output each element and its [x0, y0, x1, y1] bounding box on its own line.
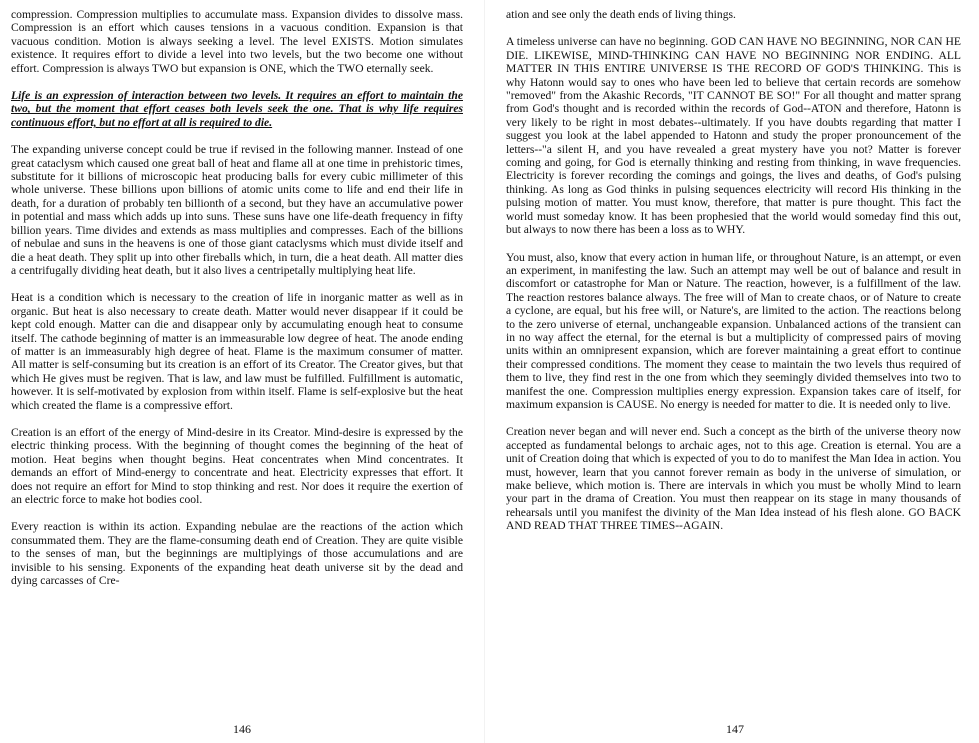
book-gutter	[484, 0, 485, 743]
left-paragraph-4: Heat is a condition which is necessary to the creation of life in inorganic matter as well as in organic. But heat is also necessary to create death. Matter would never disappear if it could be kept cold enough. Matter can die and disappear only by accumulating enough heat to consume itself. The cathode beginning of matter is an immeasurable low degree of heat. The anode ending of matter is an immeasurably high degree of heat. Flame is the maximum consumer of matter. All matter is self-consuming but its creation is an effort of its Creator. The Creator gives, but that which He gives must be regiven. That is law, and law must be fulfilled. Fulfillment is automatic, however. It is self-motivated by explosion from within itself. Flame is self-explosive but the heat which created the flame is a compressive effort.	[11, 291, 463, 412]
left-paragraph-1: compression. Compression multiplies to accumulate mass. Expansion divides to dissolve mass. Compression is an effort which causes tensions in a vacuous condition. Expansion is that vacuous condition. Motion is always seeking a level. The level EXISTS. Motion simulates existence. It requires effort to divide a level into two levels, but the two become one without effort. Compression is always TWO but expansion is ONE, which the TWO eternally seek.	[11, 8, 463, 75]
right-paragraph-1: ation and see only the death ends of living things.	[506, 8, 736, 21]
left-page	[11, 8, 463, 713]
left-paragraph-3: The expanding universe concept could be true if revised in the following manner. Instead of one great cataclysm which caused one great ball of heat and flame all at one time in prehistoric times, substitute for it billions of microscopic heat producing balls for every cubic millimeter of this whole universe. These billions upon billions of atomic units come to life and end their life in death, for a duration of probably ten billionth of a second, but they have an accumulative power in potential and mass which adds up into suns. These suns have one life-death frequency in fifty billion years. Time divides and extends as mass multiplies and compresses. Each of the billions of nebulae and suns in the heavens is one of those giant cataclysms which must divide itself and die a heat death. They split up into other fireballs which, in turn, die a heat death. All matter dies a centrifugally dividing heat death, but it also lives a centripetally multiplying heat life.	[11, 143, 463, 277]
right-paragraph-4: Creation never began and will never end. Such a concept as the birth of the universe theory now accepted as fundamental belongs to archaic ages, not to this age. Creation is eternal. You are a unit of Creation doing that which is expected of you to do to manifest the Man Idea in action. You must, however, learn that you cannot forever remain as body in the universe of simulation, or make believe, which motion is. There are intervals in which you must be wholly Mind to learn your part in the drama of Creation. You must then reappear on its stage in many thousands of rehearsals until you manifest the divinity of the Man Idea instead of his flesh alone. GO BACK AND READ THAT THREE TIMES--AGAIN.	[506, 425, 961, 533]
left-paragraph-6: Every reaction is within its action. Expanding nebulae are the reactions of the action which consummated them. They are the flame-consuming death end of Creation. They are quite visible to the senses of man, but the beginnings are multiplyings of those accumulations and are invisible to his sensing. Exponents of the expanding heat death universe sit by the dead and dying carcasses of Cre-	[11, 520, 463, 588]
right-page-number: 147	[726, 722, 744, 736]
left-page-text	[11, 8, 463, 713]
left-page-number: 146	[233, 722, 251, 736]
left-paragraph-5: Creation is an effort of the energy of Mind-desire in its Creator. Mind-desire is expressed by the electric thinking process. With the beginning of thought comes the beginning of the heat of motion. Heat begins when thought begins. Heat concentrates when Mind concentrates. It demands an effort of Mind-energy to concentrate and heat. Electricity expresses that effort. It does not require an effort for Mind to stop thinking and rest. Nor does it require the exertion of an electric force to make hot bodies cool.	[11, 425, 463, 506]
left-paragraph-2: Life is an expression of interaction between two levels. It requires an effort to maintain the two, but the moment that effort ceases both levels seek the one. That is why life requires continuous effort, but no effort at all is required to die.	[11, 89, 463, 129]
right-paragraph-3: You must, also, know that every action in human life, or throughout Nature, is an attempt, or even an experiment, in manifesting the law. Such an attempt may well be out of balance and result in discomfort or catastrophe for Man or Nature. The reaction, however, is a fulfillment of the law. The reaction restores balance always. The free will of Man to create chaos, or of Nature to create a cyclone, are equal, but his free will, or Nature's, are limited to the action. The reactions belong to the zero universe of eternal, unchangeable expansion. Unbalanced actions of the transient can in no way affect the eternal, for the eternal is but a multiplicity of compressed pairs of moving units within an omnipresent expansion, which are forever maintaining a great effort to continue their compressed conditions. The moment they cease to maintain the two levels thus required of them to live, they find rest in the one from which they seemingly divided themselves into two to manifest the one. Compression multiplies energy expression. Expansion takes care of itself, for maximum expansion is CAUSE. No energy is needed for matter to die. It is needed only to live.	[506, 250, 961, 411]
right-paragraph-2: A timeless universe can have no beginning. GOD CAN HAVE NO BEGINNING, NOR CAN HE DIE. LIKEWISE, MIND-THINKING CAN HAVE NO BEGINNING NOR ENDING. ALL MATTER IN THIS ENTIRE UNIVERSE IS THE RECORD OF GOD'S THINKING. This is why Hatonn would say to ones who have been led to believe that certain records are somehow "removed" from the Akashic Records, "IT CANNOT BE SO!" For all thought and matter sprang from God's thought and is recorded within the records of God--ATON and therefore, Hatonn is very likely to be right in most debates--ultimately. If you have doubts regarding that matter I suggest you look at the label appended to Hatonn and study the proper pronouncement of the letters--"a silent H, and you have revealed a great mystery have you not? Matter is forever coming and going, for God is eternally thinking and resting from thinking, in wave frequencies. Electricity is forever recording the comings and goings, the lives and deaths, of God's pulsing thinking. As long as God thinks in pulsing sequences electricity will record His thinking in the pulsing motion of matter. You must know, therefore, that matter is pure thought. This fact the world must someday know. It has been prophesied that the world would someday find this out, but always to now there has been a loss as to WHY.	[506, 35, 961, 237]
right-page-text	[506, 8, 961, 713]
right-page	[506, 8, 961, 713]
